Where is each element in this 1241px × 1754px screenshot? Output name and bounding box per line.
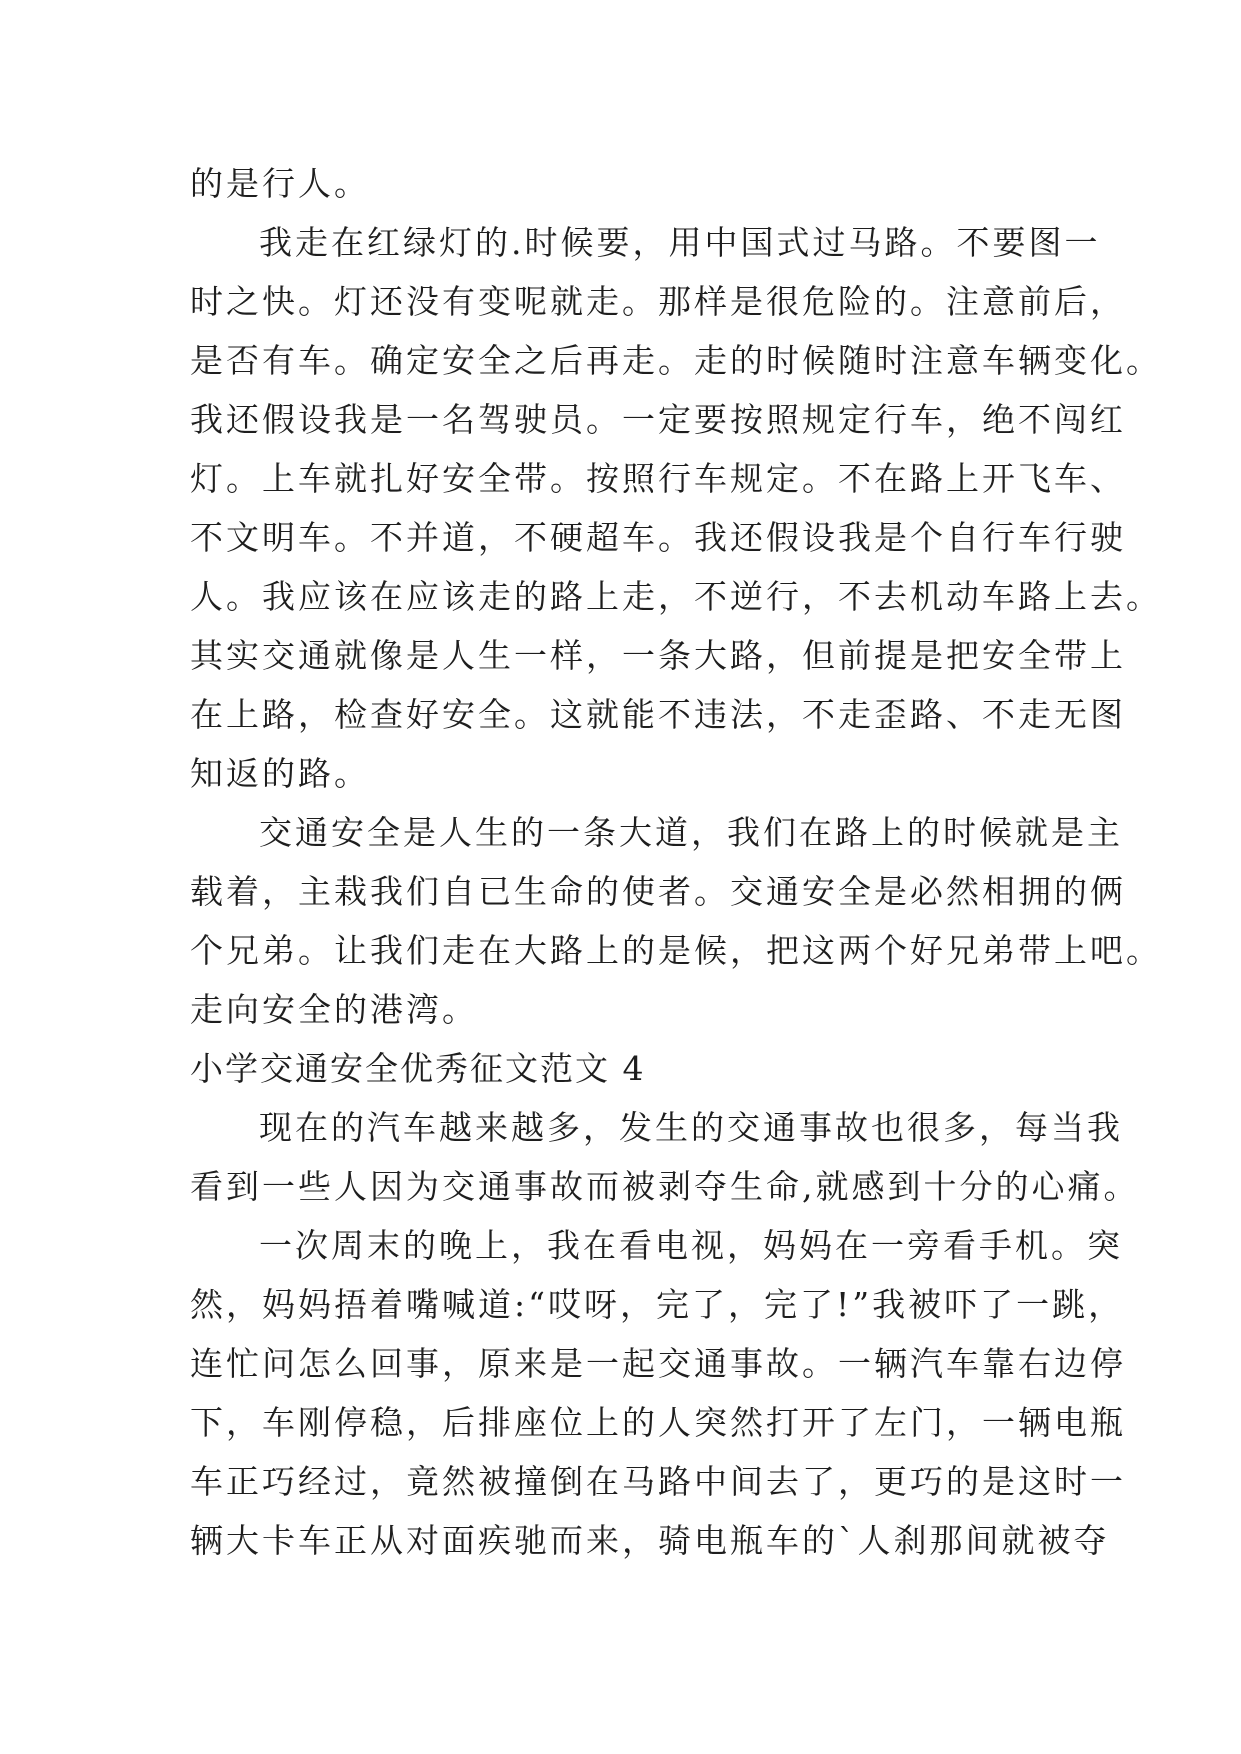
text-line: 看到一些人因为交通事故而被剥夺生命,就感到十分的心痛。 [190, 1167, 1140, 1206]
text-line: 在上路，检查好安全。这就能不违法，不走歪路、不走无图 [190, 695, 1126, 734]
text-line: 的是行人。 [190, 164, 370, 203]
text-line: 其实交通就像是人生一样，一条大路，但前提是把安全带上 [190, 636, 1126, 675]
paragraph [190, 154, 1060, 213]
text-line: 知返的路。 [190, 754, 370, 793]
text-line: 灯。上车就扎好安全带。按照行车规定。不在路上开飞车、 [190, 459, 1126, 498]
text-line: 车正巧经过，竟然被撞倒在马路中间去了，更巧的是这时一 [190, 1462, 1126, 1501]
paragraph [190, 1216, 1126, 1570]
text-line: 不文明车。不并道，不硬超车。我还假设我是个自行车行驶 [190, 518, 1126, 557]
text-line: 是否有车。确定安全之后再走。走的时候随时注意车辆变化。 [190, 341, 1162, 380]
text-line: 人。我应该在应该走的路上走，不逆行，不去机动车路上去。 [190, 577, 1162, 616]
text-line: 我还假设我是一名驾驶员。一定要按照规定行车，绝不闯红 [190, 400, 1126, 439]
text-line: 辆大卡车正从对面疾驰而来，骑电瓶车的`人刹那间就被夺 [190, 1521, 1110, 1560]
text-line: 现在的汽车越来越多，发生的交通事故也很多，每当我 [259, 1108, 1123, 1147]
heading-text: 小学交通安全优秀征文范文 4 [190, 1049, 646, 1088]
document-body [190, 154, 1162, 1570]
text-line: 交通安全是人生的一条大道，我们在路上的时候就是主 [259, 813, 1123, 852]
section-heading [190, 1039, 1060, 1098]
text-line: 个兄弟。让我们走在大路上的是候，把这两个好兄弟带上吧。 [190, 931, 1162, 970]
text-line: 然，妈妈捂着嘴喊道:“哎呀，完了，完了!”我被吓了一跳， [190, 1285, 1125, 1324]
text-line: 时之快。灯还没有变呢就走。那样是很危险的。注意前后， [190, 282, 1126, 321]
paragraph [190, 1098, 1140, 1216]
text-line: 下，车刚停稳，后排座位上的人突然打开了左门，一辆电瓶 [190, 1403, 1126, 1442]
text-line: 载着，主栽我们自已生命的使者。交通安全是必然相拥的俩 [190, 872, 1126, 911]
text-line: 我走在红绿灯的.时候要，用中国式过马路。不要图一 [259, 223, 1101, 262]
text-line: 一次周末的晚上，我在看电视，妈妈在一旁看手机。突 [259, 1226, 1123, 1265]
text-line: 走向安全的港湾。 [190, 990, 478, 1029]
text-line: 连忙问怎么回事，原来是一起交通事故。一辆汽车靠右边停 [190, 1344, 1126, 1383]
paragraph [190, 213, 1162, 803]
paragraph [190, 803, 1162, 1039]
